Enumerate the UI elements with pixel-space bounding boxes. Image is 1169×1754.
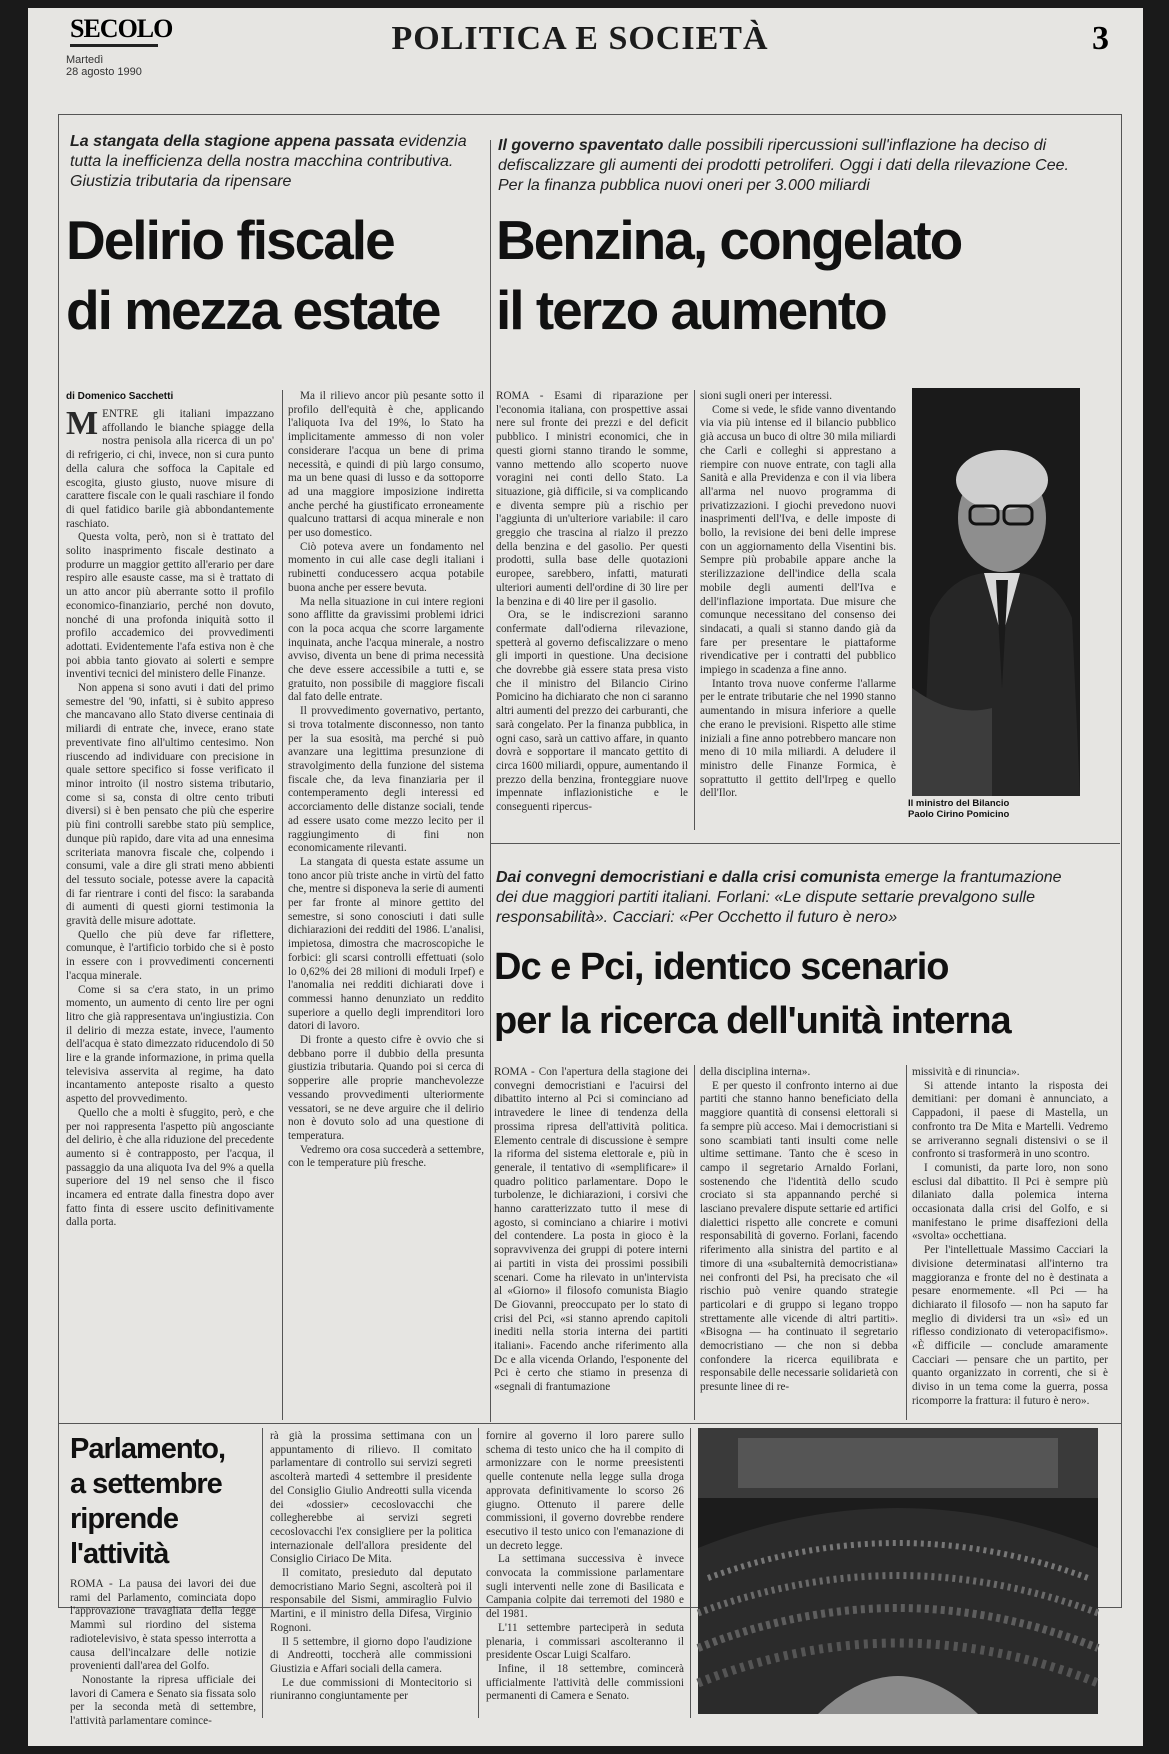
article3-column-1	[494, 1066, 688, 1416]
article4-paragraph: fornire al governo il loro parere sullo schema di testo unico che ha il compito di armonizzare con le norme preesistenti quelle contenute nella legge sulla droga approvata definitivamente lo scorso 26 giugno. Ottenuto il parere delle commissioni, il governo dovrebbe rendere esecutivo il testo unico con l'emanazione di un decreto legge.	[486, 1430, 684, 1552]
article3-column-2	[700, 1066, 898, 1416]
article4-headline	[70, 1432, 260, 1572]
article4-paragraph: Il comitato, presieduto dal deputato democristiano Mario Segni, ascolterà poi il responsabile del Sismi, ammiraglio Fulvio Martini, e il ministro della Difesa, Virginio Rognoni.	[270, 1567, 472, 1634]
article1-paragraph: Ma nella situazione in cui intere regioni sono afflitte da gravissimi problemi idrici con la poca acqua che scorre largamente inquinata, anche l'acqua minerale, a nostro avviso, diventa un bene di prima necessità che deve essere accessibile a tutti e, se gratuito, non possibile di maggiore fiscali dal fato delle entrate.	[288, 595, 484, 704]
parliament-chamber-photo	[698, 1428, 1098, 1714]
date-full: 28 agosto 1990	[66, 66, 142, 78]
column-divider-main	[490, 140, 491, 1422]
article4-paragraph: Nonostante la ripresa ufficiale dei lavori di Camera e Senato sia fissata solo per la seconda metà di settembre, l'attività parlamentare comince-	[70, 1673, 256, 1728]
article4-headline-line4: l'attività	[70, 1538, 169, 1570]
col-divider-a2	[694, 390, 695, 830]
article3-paragraph: E per questo il confronto interno ai due partiti che stanno hanno beneficiato della maggiore quantità di consensi elettorali si fa sempre più acceso. Mai i democristiani si sono scambiati tanti insulti come nelle ultime settimane. Tanto che è sceso in campo il segretario Arnaldo Forlani, sostenendo che l'identità dello scudo crociato si sta appannando perché si lasciano prevalere dispute settarie ed artifici dialettici rispetto alle concrete e comuni responsabilità di governo. Forlani, facendo riferimento alla sinistra del partito e al timore di una «subalternità democristiana» nei confronti del Psi, ha precisato che «il rischio può venire quando strategie particolari e di gruppo si legano troppo strettamente alle vicende di altri partiti». «Bisogna — ha continuato il segretario democristiano — che non si debba confondere la ricerca equilibrata e responsabile delle necessarie solidarietà con presunte linee di re-	[700, 1079, 898, 1394]
divider-article3	[491, 843, 1120, 844]
article3-paragraph: missività e di rinuncia».	[912, 1066, 1020, 1078]
article1-kicker-rest: evidenzia tutta la inefficienza della nostra macchina contributiva. Giustizia tributaria da ripensare	[70, 133, 467, 190]
article3-paragraph: I comunisti, da parte loro, non sono esclusi dal dibattito. Il Pci è sempre più dilaniato dalla polemica interna occasionata dalla crisi del Golfo, e si manifestano le prime disaffezioni della «svolta» occhettiana.	[912, 1161, 1108, 1243]
article1-headline-line2: di mezza estate	[66, 279, 440, 341]
article1-column-1	[66, 405, 274, 1413]
article1-kicker	[70, 132, 480, 192]
photo-caption	[908, 798, 1088, 820]
article4-paragraph: L'11 settembre parteciperà in seduta plenaria, i commissari ascolteranno il presidente Oscar Luigi Scalfaro.	[486, 1621, 684, 1662]
article2-paragraph: Intanto trova nuove conferme l'allarme per le entrate tributarie che nel 1990 stanno aumentando in misura inferiore a quelle che erano le previsioni. Rispetto alle stime iniziali a fine anno potrebbero mancare non meno di 10 mila miliardi. A deludere il ministro delle Finanze Formica, è soprattutto il gettito dell'Irpeg e quello dell'Ilor.	[700, 677, 896, 800]
article3-paragraph: Per l'intellettuale Massimo Cacciari la divisione determinatasi all'interno tra maggioranza e fronte del no è destinata a pesare enormemente. «Il Pci — ha dichiarato il filosofo — non ha saputo far meglio di dividersi tra un «sì» ed un riflesso condizionato di veteropacifismo». «È difficile — conclude amaramente Cacciari — pensare che un partito, per quanto organizzato in correnti, che si è diviso in un tema come la guerra, possa ricomporre la frattura: il futuro è nero».	[912, 1244, 1108, 1407]
article4-column-2	[270, 1430, 472, 1716]
article2-paragraph: Come si vede, le sfide vanno diventando via via più intense ed il bilancio pubblico già accusa un buco di oltre 30 mila miliardi che Carli e colleghi si apprestano a riempire con nuove entrate, con tagli alla Sanità e alla Previdenza e con il via libera all'arma nel nuovo programma di privatizzazioni. I giochi prevedono nuovi inasprimenti dell'Iva, e delle imposte di bollo, la revisione dei beni delle imprese con un aggiornamento della Visentini bis. Sempre più probabile appare anche la sterilizzazione dell'indice della scala mobile degli aumenti dell'Iva e dell'inflazione importata. Due misure che comunque necessitano del consenso dei sindacati, a quali si stanno dando già da fare per presentare le piattaforme rivendicative per i contratti del pubblico impiego in scadenza a fine anno.	[700, 403, 896, 677]
article1-byline: di Domenico Sacchetti	[66, 391, 174, 402]
article3-headline	[494, 940, 1104, 1048]
article3-kicker	[496, 868, 1086, 928]
divider-bottom-row	[58, 1423, 1121, 1424]
article2-headline-line1: Benzina, congelato	[496, 209, 962, 271]
article1-paragraph: ENTRE gli italiani impazzano affollando le bianche spiagge della nostra penisola alla ricerca di un po' di refrigerio, ci chi, invece, non si cura punto della calura che soffoca la Capitale ed escogita, giusto giusto, nuove misure di carattere fiscale con le quali raschiare il fondo di quel fatidico barile già abbondantemente raschiato.	[66, 408, 274, 530]
col-divider-a3a	[694, 1065, 695, 1420]
article4-column-1	[70, 1578, 256, 1728]
article1-paragraph: Come si sa c'era stato, in un primo momento, un aumento di cento lire per ogni litro che già rappresentava un'ingiustizia. Con il delirio di mezza estate, invece, l'aumento dell'acqua è stato dimezzato riducendolo di 50 lire e la grande informazione, in prima quella televisiva asservita al regime, ha dato incantamento anteposte risalto a questo aspetto del provvedimento.	[66, 983, 274, 1106]
article2-headline-line2: il terzo aumento	[496, 279, 886, 341]
article1-paragraph: Vedremo ora cosa succederà a settembre, con le temperature più fresche.	[288, 1143, 484, 1170]
article1-paragraph: Quello che più deve far riflettere, comunque, è l'artificio torbido che si è posto in essere con i provvedimenti concernenti l'acqua minerale.	[66, 928, 274, 982]
article4-paragraph: Le due commissioni di Montecitorio si riuniranno congiuntamente per	[270, 1676, 472, 1703]
article3-column-3	[912, 1066, 1108, 1416]
section-title: POLITICA E SOCIETÀ	[391, 20, 769, 57]
article1-kicker-lead: La stangata della stagione appena passata	[70, 133, 395, 150]
article2-kicker-lead: Il governo spaventato	[498, 137, 664, 154]
article1-headline	[66, 205, 486, 345]
article2-headline	[496, 205, 1096, 345]
article4-paragraph: Infine, il 18 settembre, comincerà ufficialmente l'attività delle commissioni permanenti di Camera e Senato.	[486, 1662, 684, 1703]
article2-kicker	[498, 136, 1088, 196]
article4-headline-line1: Parlamento,	[70, 1433, 225, 1465]
article3-kicker-lead: Dai convegni democristiani e dalla crisi comunista	[496, 869, 881, 886]
photo-caption-line2: Paolo Cirino Pomicino	[908, 809, 1010, 820]
article4-paragraph: ROMA - La pausa dei lavori dei due rami del Parlamento, cominciata dopo l'approvazione travagliata della legge Mammì sul riordino del sistema radiotelevisivo, è stata spesso interrotta a causa dell'incalzare delle notizie provenienti dall'area del Golfo.	[70, 1578, 256, 1673]
article4-paragraph: La settimana successiva è invece convocata la commissione parlamentare sugli interventi nelle zone di Basilicata e Campania colpite dai terremoti del 1980 e del 1981.	[486, 1553, 684, 1621]
article4-paragraph: rà già la prossima settimana con un appuntamento di rilievo. Il comitato parlamentare di controllo sui servizi segreti ascolterà martedì 4 settembre il presidente del Consiglio Giulio Andreotti sulla vicenda dei «dossier» cecoslovacchi che collegherebbe ai servizi segreti cecoslovacchi l'ex consigliere per la politica internazionale dell'allora presidente del Consiglio Ciriaco De Mita.	[270, 1430, 472, 1566]
article1-dropcap: M	[66, 405, 99, 442]
article2-column-2	[700, 390, 896, 830]
article2-paragraph: Ora, se le indiscrezioni saranno confermate dall'odierna rilevazione, spetterà al governo defiscalizzare o meno gli importi in questione. Una decisione che dovrebbe già essere stata presa visto che il ministro del Bilancio Cirino Pomicino ha dichiarato che non ci saranno altri aumenti del prezzo dei carburanti, che sarà congelato. Per la finanza pubblica, in ogni caso, sarà un cattivo affare, in quanto dovrà e sopportare il mancato gettito di circa 1600 miliardi, oppure, aumentando il prezzo della benzina, fronteggiare nuove impennate inflazionistiche e le conseguenti ripercus-	[496, 609, 688, 814]
col-divider-a4c	[690, 1428, 691, 1718]
article4-headline-line3: riprende	[70, 1503, 179, 1535]
article3-paragraph: Si attende intanto la risposta dei demitiani: per domani è annunciato, a Cappadoni, il paese di Mastella, un confronto tra De Mita e Martelli. Vedremo se arriveranno segnali distensivi o se il confronto si trasformerà in uno scontro.	[912, 1079, 1108, 1161]
parliament-illustration	[698, 1428, 1098, 1714]
article1-paragraph: Ciò poteva avere un fondamento nel momento in cui alle case degli italiani i rubinetti conducessero acqua potabile buona anche per essere bevuta.	[288, 540, 484, 594]
col-divider-a3b	[906, 1065, 907, 1420]
article3-paragraph: ROMA - Con l'apertura della stagione dei convegni democristiani e l'acuirsi del dibattito interno al Pci si cominciano ad intravedere le linee di tendenza della prossima ripresa dell'attività politica. Elemento centrale di discussione è sempre la riforma del sistema elettorale e, più in generale, il tentativo di «semplificare» il quadro politico parlamentare. Dopo le turbolenze, le dichiarazioni, i corsivi che hanno caratterizzato tutto il mese di agosto, si cominciano a chiarire i motivi del contendere. La posta in gioco è la sopravvivenza dei gruppi di potere interni ai partiti in vista dei prossimi possibili scenari. Come ha rilevato in un'intervista al «Giorno» il filosofo comunista Biagio De Giovanni, preoccupato per lo stato di crisi del Pci, «si stanno aprendo capitoli inediti nella storia interna dei partiti italiani». Facendo anche riferimento alla Dc e alla vicenda Orlando, l'esponente del Pci è certo che stiamo in presenza di «segnali di frantumazione	[494, 1066, 688, 1394]
article1-paragraph: Ma il rilievo ancor più pesante sotto il profilo dell'equità è che, applicando l'aliquota Iva del 19%, lo Stato ha implicitamente ammesso di non voler considerare l'acqua un bene di prima necessità, e quindi di più largo consumo, ma un bene quasi di lusso e da sottoporre ad una maggiore imposizione indiretta anche perché ha giustificato erroneamente qualcuno trattarsi di acqua minerale e non per uso domestico.	[288, 390, 484, 540]
article3-paragraph: della disciplina interna».	[700, 1066, 811, 1078]
page-number: 3	[1092, 20, 1109, 57]
article3-kicker-rest: emerge la frantumazione dei due maggiori partiti italiani. Forlani: «Le dispute settarie prevalgono sulle responsabilità». Cacciari: «Per Occhetto il futuro è nero»	[496, 869, 1062, 926]
article1-paragraph: Il provvedimento governativo, pertanto, si trova totalmente disconnesso, non tanto per la sua esosità, ma perché si può avanzare una legittima presunzione di stravolgimento della funzione del sistema fiscale che, da leva finanziaria per il contemperamento degli interessi ed accorciamento delle distanze sociali, tende ad essere usato come mezzo lecito per il raggiungimento di fini non economicamente rilevanti.	[288, 705, 484, 855]
col-divider-a4b	[478, 1428, 479, 1718]
article1-column-2	[288, 390, 484, 1413]
portrait-illustration	[912, 388, 1080, 796]
article1-paragraph: Non appena si sono avuti i dati del primo semestre del '90, infatti, si è subito appreso che mancavano allo Stato diverse centinaia di miliardi di entrate che, invece, erano state preventivate fino all'ultimo centesimo. Non riuscendo ad individuare con precisione in quale settore specifico si fosse verificato il minor introito (il nostro sistema tributario, come si sa, consta di oltre cento tributi diversi) si è ben pensato che più che esperire più fini controlli sarebbe stato più semplice, dunque più rapido, dare vita ad una ennesima scriteriata manovra fiscale che, colpendo i consumi, vale a dire gli strati meno abbienti del tessuto sociale, potesse avere la capacità di far rientrare i conti del fisco: la sarabanda di aumenti di questi giorni testimonia la gravità delle misure adottate.	[66, 682, 274, 928]
article2-paragraph: sioni sugli oneri per interessi.	[700, 390, 833, 402]
masthead-rule	[70, 44, 158, 47]
article4-column-3	[486, 1430, 684, 1716]
photo-caption-line1: Il ministro del Bilancio	[908, 798, 1010, 809]
date-day: Martedì	[66, 54, 104, 66]
masthead-logo: SECOLO	[70, 14, 173, 43]
article1-headline-line1: Delirio fiscale	[66, 209, 394, 271]
minister-portrait-photo	[912, 388, 1080, 796]
dateline	[66, 54, 142, 78]
article1-paragraph: Di fronte a questo cifre è ovvio che si debbano porre il dubbio della presunta giustizia tributaria. Quando poi si cerca di sopperire alle proprie manchevolezze vessando provvedimenti ulteriormente vessatori, se ne deve arguire che il delirio non è dovuto solo ad una questione di temperatura.	[288, 1034, 484, 1142]
article4-paragraph: Il 5 settembre, il giorno dopo l'audizione di Andreotti, toccherà alle commissioni Giustizia e Affari sociali della camera.	[270, 1635, 472, 1675]
article4-headline-line2: a settembre	[70, 1468, 222, 1500]
article1-paragraph: Questa volta, però, non si è trattato del solito inasprimento fiscale destinato a produrre un maggior gettito all'erario per dare respiro alle esauste casse, ma si è trattato di un atto ancor più aberrante sotto il profilo economico-finanziario, perché non dovuto, nonché di una profonda iniquità sotto il profilo accademico dei provvedimenti adottati. Evidentemente l'afa estiva non è che poi abbia tanto giovato ai solerti e sempre inventivi tecnici del ministero delle Finanze.	[66, 531, 274, 681]
article1-paragraph: Quello che a molti è sfuggito, però, e che per noi rappresenta l'aspetto più angosciante del delirio, è che alla riduzione del precedente aumento si è contrapposto, per l'acqua, il passaggio da una aliquota Iva del 9% a quella superiore del 19 nel senso che il fisco incamera ed entrate dalla finestra dopo aver fatto finta di essere uscito definitivamente dalla porta.	[66, 1106, 274, 1229]
col-divider-a4a	[262, 1428, 263, 1718]
article3-headline-line1: Dc e Pci, identico scenario	[494, 946, 949, 988]
article2-column-1	[496, 390, 688, 830]
article2-kicker-rest: dalle possibili ripercussioni sull'inflazione ha deciso di defiscalizzare gli aumenti dei prodotti petroliferi. Oggi i dati della rilevazione Cee. Per la finanza pubblica nuovi oneri per 3.000 miliardi	[498, 137, 1069, 194]
article2-paragraph: ROMA - Esami di riparazione per l'economia italiana, con prospettive assai nere sul fronte dei prezzi e del deficit pubblico. I ministri economici, che in questi giorni stanno tirando le somme, vanno mettendo allo scoperto nuove voragini nei conti dello Stato. La situazione, già difficile, si va complicando e diventa sempre più a rischio per l'aggiunta di un'ulteriore variabile: il caro greggio che trascina al rialzo il prezzo della benzina e del gasolio. Per questi prodotti, sulla base delle quotazioni europee, sarebbero, infatti, maturati ulteriori aumenti dell'ordine di 30 lire per la benzina e di 40 lire per il gasolio.	[496, 390, 688, 608]
col-divider-a1	[282, 390, 283, 1420]
article3-headline-line2: per la ricerca dell'unità interna	[494, 1000, 1011, 1042]
article1-paragraph: La stangata di questa estate assume un tono ancor più triste anche in virtù del fatto che, mentre si disponeva la serie di aumenti per far fronte al minore gettito del semestre, si sono conosciuti i dati sulle dichiarazioni dei redditi del 1986. L'analisi, impietosa, dimostra che macroscopiche le forbici: gli scarsi controlli effettuati (solo lo 0,62% dei 28 milioni di moduli Irpef) e l'anomalia nei redditi dichiarati dove i commessi hanno denunziato un reddito superiore a quello degli imprenditori loro datori di lavoro.	[288, 855, 484, 1033]
